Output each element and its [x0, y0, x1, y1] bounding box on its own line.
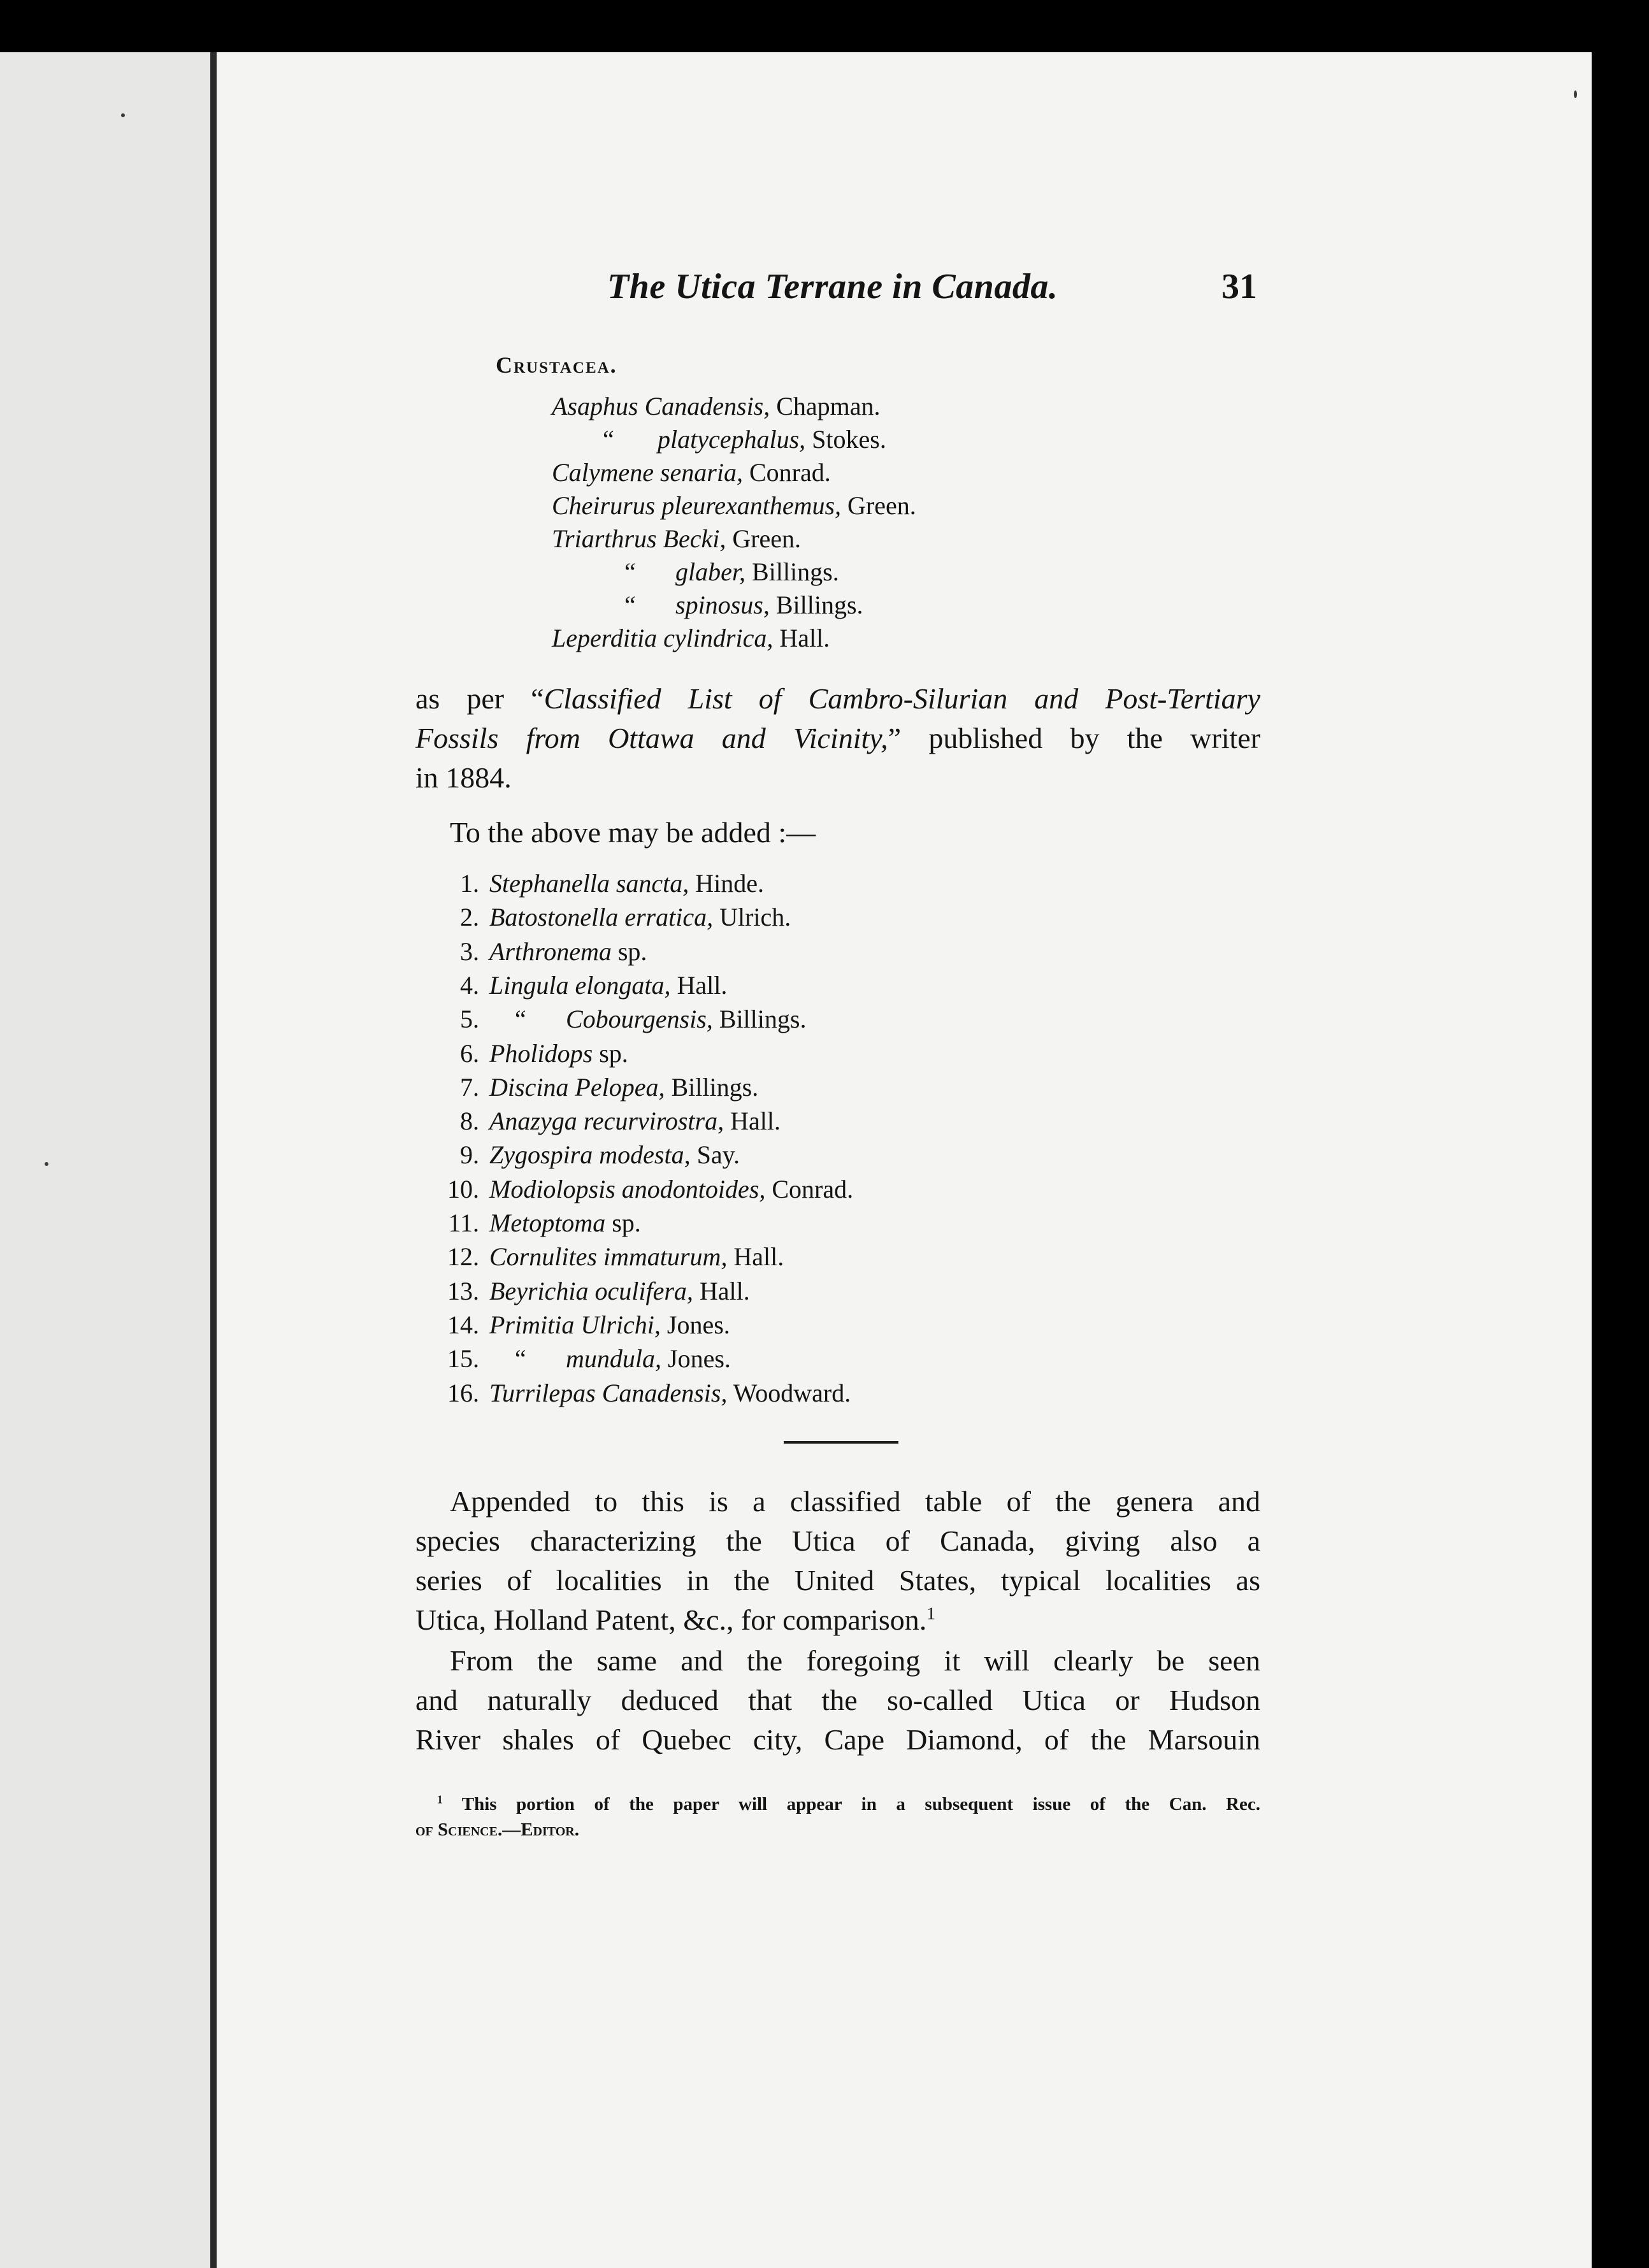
species-author: Green. — [841, 491, 916, 520]
addition-item — [424, 866, 764, 900]
species-name: spinosus, — [675, 591, 770, 619]
species-name: Modiolopsis anodontoides, — [489, 1175, 766, 1203]
species-name: platycephalus, — [658, 425, 806, 454]
item-number: 12. — [447, 1242, 479, 1271]
addition-item — [424, 1376, 851, 1410]
species-name: Cornulites immaturum, — [489, 1242, 728, 1271]
species-author: Billings. — [745, 557, 839, 586]
item-number: 8. — [460, 1107, 479, 1135]
species-name: Metoptoma — [489, 1209, 606, 1237]
species-name: Turrilepas Canadensis, — [489, 1379, 728, 1407]
paragraph-line: in 1884. — [415, 761, 512, 794]
species-author: Hall. — [693, 1277, 750, 1305]
ditto-mark: “ — [624, 591, 636, 619]
species-name: Beyrichia oculifera, — [489, 1277, 693, 1305]
addition-item — [424, 1308, 730, 1342]
species-name: Cheirurus pleurexanthemus, — [552, 491, 842, 520]
footnote-text: This portion of the paper will appear in a subsequent issue of the Can. Rec. — [442, 1794, 1260, 1814]
line-text: Utica, Holland Patent, &c., for comparison. — [415, 1604, 927, 1636]
addition-item — [424, 900, 791, 934]
item-number: 9. — [460, 1140, 479, 1169]
species-name: Asaphus Canadensis, — [552, 392, 770, 420]
running-title: The Utica Terrane in Canada. — [607, 267, 1058, 306]
line-text: as per “ — [415, 682, 544, 715]
item-number: 2. — [460, 903, 479, 931]
species-author: sp. — [605, 1209, 641, 1237]
item-number: 1. — [460, 869, 479, 898]
species-author: Chapman. — [770, 392, 881, 420]
paragraph-line — [415, 719, 1260, 758]
species-name: Batostonella erratica, — [489, 903, 714, 931]
species-author: Woodward. — [727, 1379, 851, 1407]
paragraph-line: species characterizing the Utica of Canada, giving also a — [415, 1525, 1260, 1557]
species-author: Hall. — [670, 971, 728, 1000]
section-rule — [784, 1441, 898, 1444]
species-author: Conrad. — [742, 458, 831, 487]
addition-item — [424, 1342, 731, 1375]
ditto-mark: “ — [603, 425, 614, 454]
species-author: Conrad. — [765, 1175, 854, 1203]
species-entry — [552, 522, 801, 556]
addition-item — [424, 1138, 740, 1172]
ditto-mark: “ — [515, 1005, 526, 1033]
scan-speck — [121, 113, 125, 117]
species-name: Zygospira modesta, — [489, 1140, 691, 1169]
scan-speck — [1574, 90, 1577, 98]
species-name: Discina Pelopea, — [489, 1073, 665, 1102]
species-name: Stephanella sancta, — [489, 869, 689, 898]
species-name: Primitia Ulrichi, — [489, 1310, 661, 1339]
item-number: 11. — [448, 1209, 479, 1237]
species-name: Lingula elongata, — [489, 971, 671, 1000]
species-name: Cobourgensis, — [566, 1005, 713, 1033]
species-author: Ulrich. — [713, 903, 791, 931]
species-author: Jones. — [661, 1344, 731, 1373]
publication-title: Fossils from Ottawa and Vicinity, — [415, 722, 888, 754]
species-name: Anazyga recurvirostra, — [489, 1107, 724, 1135]
paragraph-line — [415, 1600, 1260, 1640]
item-number: 5. — [460, 1005, 479, 1033]
species-name: Triarthrus Becki, — [552, 524, 726, 553]
addition-item — [424, 935, 647, 968]
item-number: 14. — [447, 1310, 479, 1339]
item-number: 4. — [460, 971, 479, 1000]
species-author: Billings. — [665, 1073, 759, 1102]
item-number: 6. — [460, 1039, 479, 1068]
book-page — [217, 52, 1592, 2268]
facing-page-strip — [0, 52, 210, 2268]
line-text: ” published by the writer — [888, 722, 1261, 754]
species-entry — [624, 556, 839, 589]
item-number: 15. — [447, 1344, 479, 1373]
species-author: Billings. — [712, 1005, 807, 1033]
species-author: Hall. — [727, 1242, 784, 1271]
item-number: 10. — [447, 1175, 479, 1203]
paragraph-line — [415, 679, 1260, 719]
item-number: 3. — [460, 937, 479, 966]
footnote-line — [437, 1791, 1260, 1817]
species-author: Green. — [726, 524, 802, 553]
species-name: glaber, — [675, 557, 745, 586]
species-author: sp. — [611, 937, 647, 966]
species-author: Hall. — [773, 624, 830, 652]
footnote-marker: 1 — [926, 1603, 936, 1623]
addition-item — [424, 1002, 806, 1036]
species-author: Billings. — [769, 591, 863, 619]
ditto-mark: “ — [624, 557, 636, 586]
species-author: Say. — [690, 1140, 740, 1169]
scanned-sheet — [0, 52, 1592, 2268]
item-number: 7. — [460, 1073, 479, 1102]
paragraph-line: and naturally deduced that the so-called Utica or Hudson — [415, 1684, 1260, 1716]
item-number: 16. — [447, 1379, 479, 1407]
species-name: Pholidops — [489, 1039, 593, 1068]
species-author: Hall. — [724, 1107, 781, 1135]
additions-intro: To the above may be added :— — [450, 816, 816, 849]
addition-item — [424, 1206, 641, 1240]
footnote-number: 1 — [437, 1793, 443, 1806]
addition-item — [424, 1037, 628, 1070]
species-name: Arthronema — [489, 937, 612, 966]
ditto-mark: “ — [515, 1344, 526, 1373]
page-number: 31 — [1221, 267, 1257, 306]
addition-item — [424, 1274, 750, 1308]
species-name: mundula, — [566, 1344, 661, 1373]
species-name: Leperditia cylindrica, — [552, 624, 774, 652]
section-heading: Crustacea. — [496, 352, 617, 378]
species-author: Stokes. — [805, 425, 886, 454]
species-author: Hinde. — [689, 869, 765, 898]
species-entry — [552, 456, 831, 489]
species-entry — [552, 489, 916, 522]
paragraph-line: From the same and the foregoing it will clearly be seen — [450, 1644, 1260, 1677]
species-entry — [603, 423, 886, 456]
addition-item — [424, 1240, 784, 1274]
paragraph-line: River shales of Quebec city, Cape Diamond, of the Marsouin — [415, 1723, 1260, 1756]
species-author: sp. — [593, 1039, 628, 1068]
species-author: Jones. — [660, 1310, 730, 1339]
paragraph-line: series of localities in the United States, typical localities as — [415, 1564, 1260, 1597]
addition-item — [424, 1172, 853, 1206]
addition-item — [424, 1070, 758, 1104]
addition-item — [424, 968, 727, 1002]
species-name: Calymene senaria, — [552, 458, 743, 487]
species-entry — [624, 589, 863, 622]
binding-gutter — [210, 52, 217, 2268]
publication-title: Classified List of Cambro-Silurian and Post-Tertiary — [544, 682, 1260, 715]
species-entry — [552, 622, 830, 655]
paragraph-line: Appended to this is a classified table of the genera and — [450, 1485, 1260, 1518]
scan-speck — [45, 1162, 48, 1166]
item-number: 13. — [447, 1277, 479, 1305]
footnote-line: of Science.—Editor. — [415, 1819, 579, 1840]
addition-item — [424, 1104, 781, 1138]
species-entry — [552, 390, 881, 423]
